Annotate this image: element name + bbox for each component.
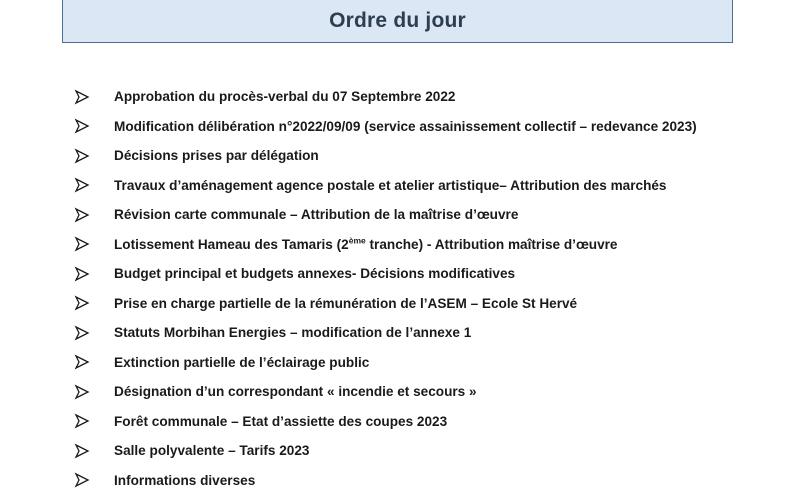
agenda-item (0, 82, 795, 112)
agenda-item-text: Salle polyvalente – Tarifs 2023 (114, 443, 310, 459)
page-title: Ordre du jour (329, 9, 466, 32)
agenda-item (0, 200, 795, 230)
agenda-item (0, 407, 795, 437)
agenda-item-text: Modification délibération n°2022/09/09 (service assainissement collectif – redevance 2023) (114, 118, 697, 134)
agenda-item-text: Décisions prises par délégation (114, 148, 319, 164)
arrowhead-bullet-icon (74, 177, 90, 193)
agenda-item-text-part: tranche) - Attribution maîtrise d’œuvre (365, 236, 618, 252)
arrowhead-bullet-icon (74, 295, 90, 311)
agenda-item (0, 377, 795, 407)
agenda-item-text (114, 237, 618, 252)
agenda-item-text: Désignation d’un correspondant « incendie et secours » (114, 384, 477, 400)
title-box (62, 0, 733, 43)
ordinal-superscript: ème (348, 235, 366, 246)
agenda-item (0, 112, 795, 142)
agenda-item (0, 230, 795, 260)
agenda-list (0, 82, 795, 495)
arrowhead-bullet-icon (74, 118, 90, 134)
arrowhead-bullet-icon (74, 443, 90, 459)
arrowhead-bullet-icon (74, 207, 90, 223)
agenda-item-text: Révision carte communale – Attribution de la maîtrise d’œuvre (114, 207, 519, 223)
arrowhead-bullet-icon (74, 472, 90, 488)
arrowhead-bullet-icon (74, 325, 90, 341)
agenda-item-text: Informations diverses (114, 472, 256, 488)
agenda-item (0, 466, 795, 496)
agenda-item (0, 141, 795, 171)
arrowhead-bullet-icon (74, 148, 90, 164)
agenda-item-text: Budget principal et budgets annexes- Décisions modificatives (114, 266, 516, 282)
agenda-item-text: Approbation du procès-verbal du 07 Septembre 2022 (114, 89, 456, 105)
agenda-item (0, 259, 795, 289)
arrowhead-bullet-icon (74, 384, 90, 400)
arrowhead-bullet-icon (74, 354, 90, 370)
arrowhead-bullet-icon (74, 413, 90, 429)
arrowhead-bullet-icon (74, 236, 90, 252)
agenda-item (0, 318, 795, 348)
agenda-item-text: Travaux d’aménagement agence postale et atelier artistique– Attribution des marchés (114, 177, 667, 193)
agenda-item (0, 348, 795, 378)
arrowhead-bullet-icon (74, 89, 90, 105)
agenda-item-text: Prise en charge partielle de la rémunération de l’ASEM – Ecole St Hervé (114, 295, 578, 311)
agenda-item (0, 436, 795, 466)
agenda-item (0, 171, 795, 201)
agenda-item-text: Extinction partielle de l’éclairage public (114, 354, 370, 370)
agenda-item-text: Forêt communale – Etat d’assiette des coupes 2023 (114, 413, 448, 429)
agenda-item-text: Statuts Morbihan Energies – modification de l’annexe 1 (114, 325, 472, 341)
agenda-item (0, 289, 795, 319)
arrowhead-bullet-icon (74, 266, 90, 282)
agenda-item-text-part: Lotissement Hameau des Tamaris (2 (114, 236, 349, 252)
